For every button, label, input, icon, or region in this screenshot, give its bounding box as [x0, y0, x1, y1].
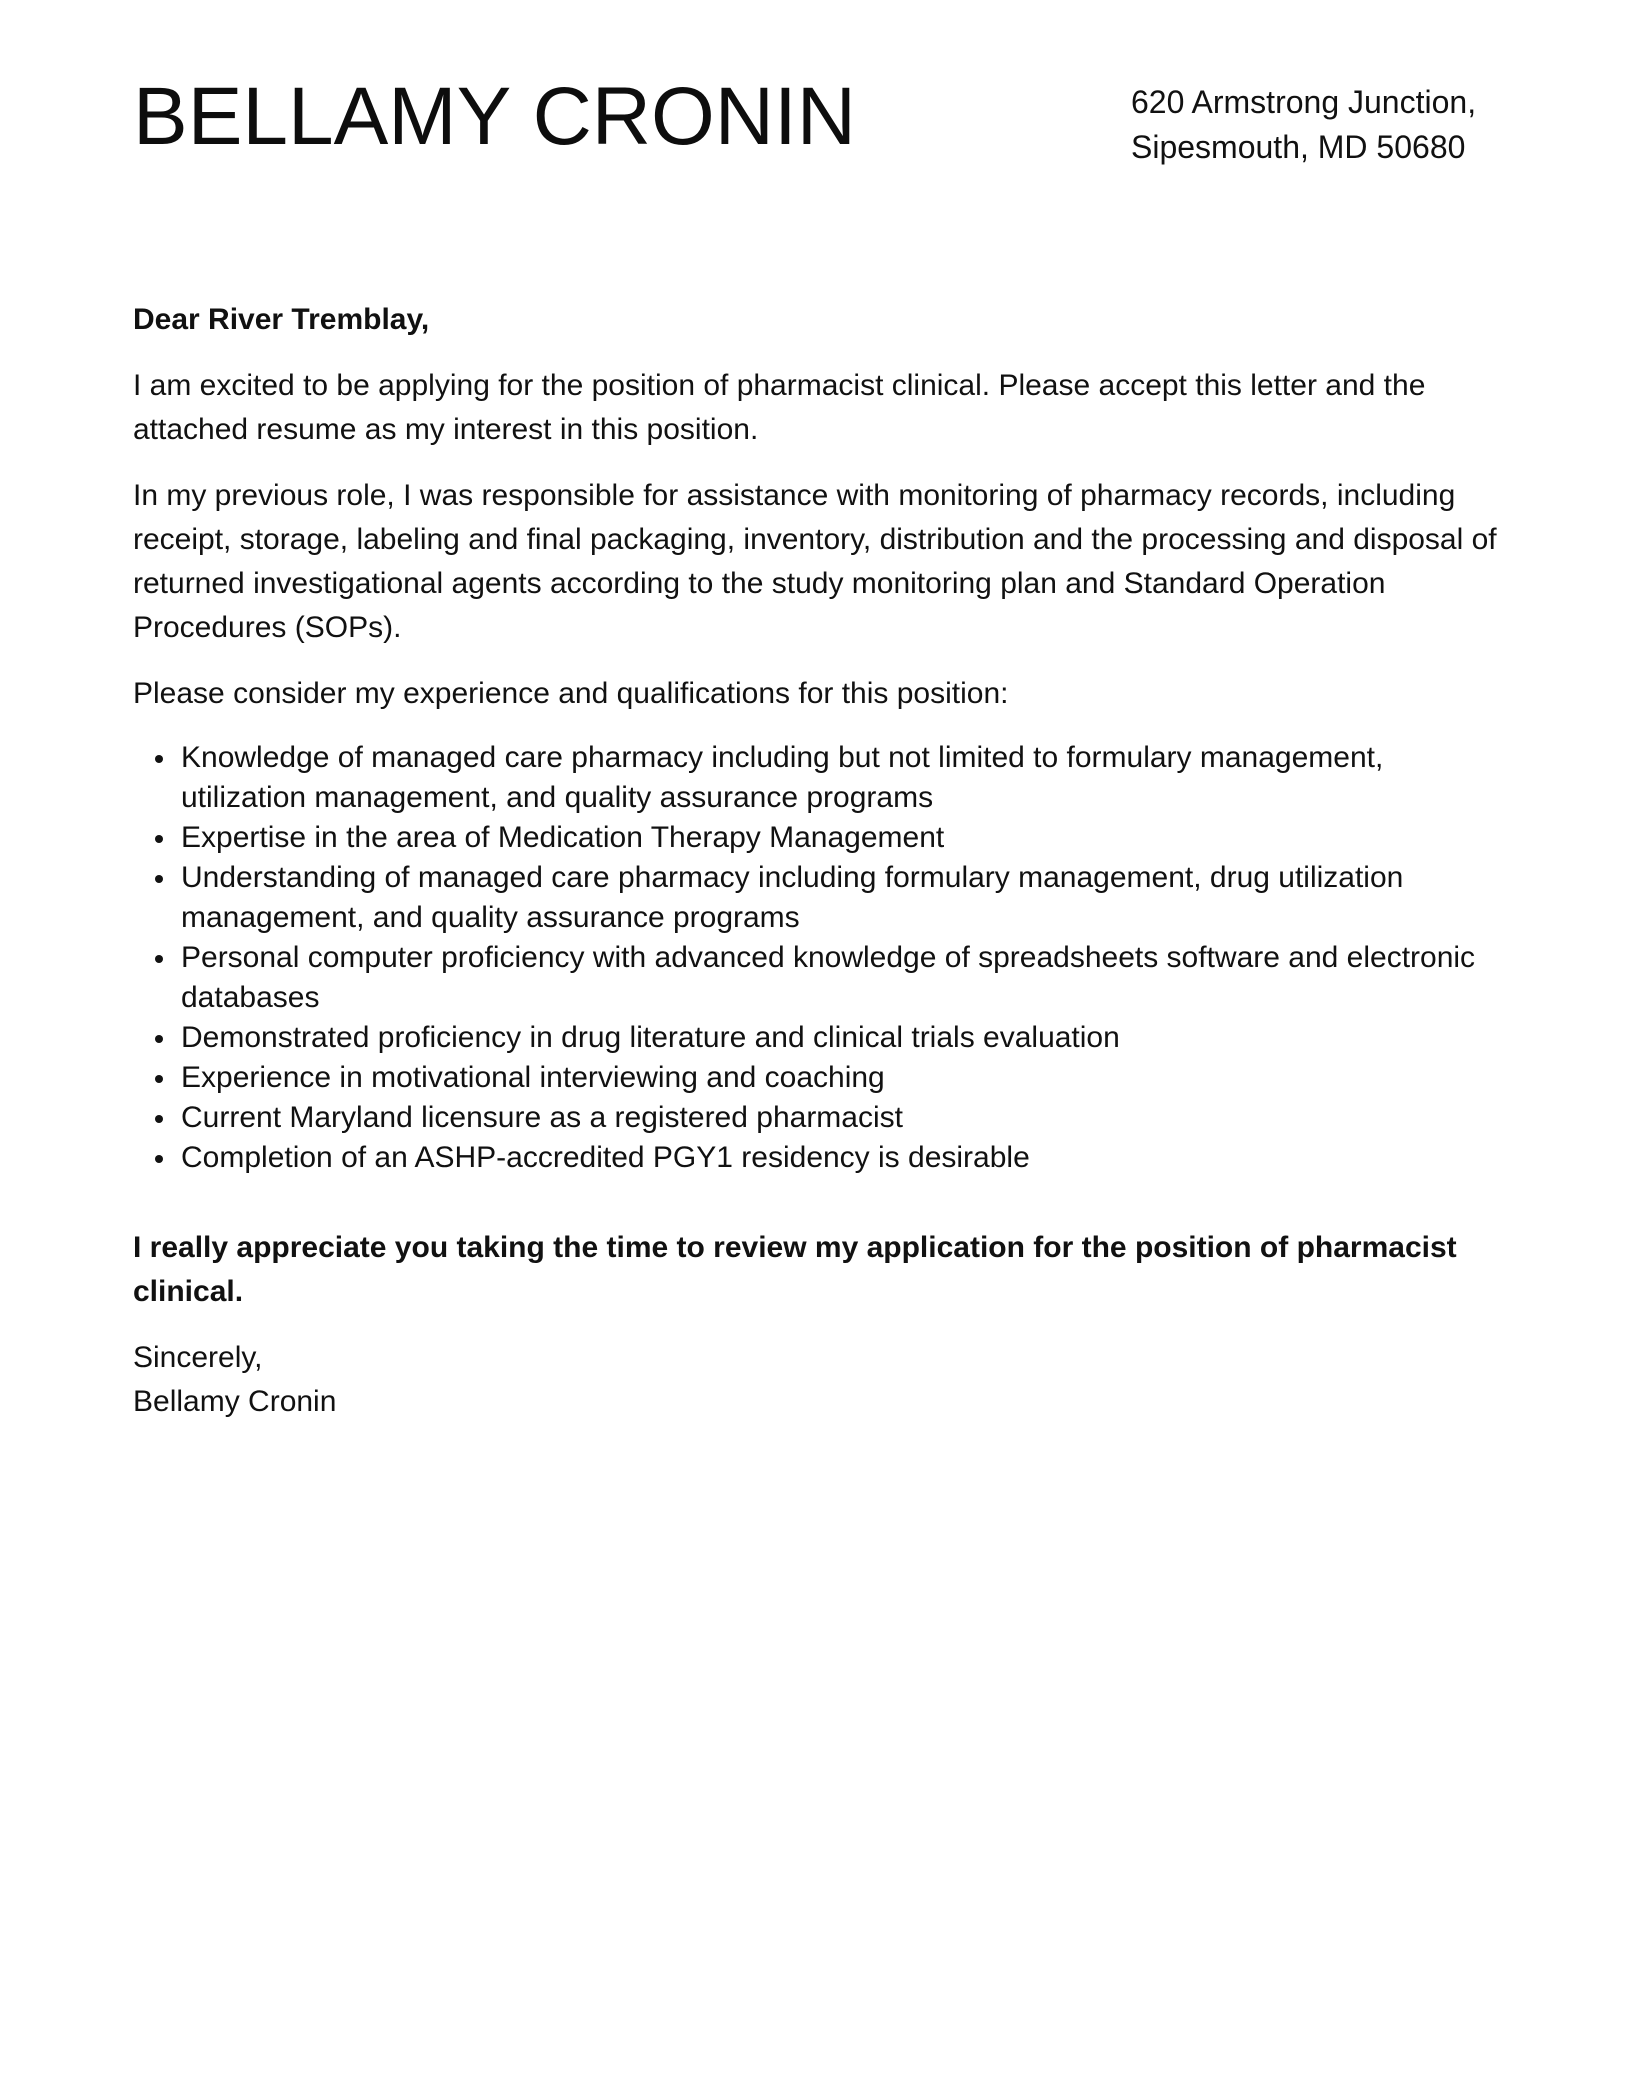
letter-body: [133, 298, 1503, 1424]
signoff-phrase: Sincerely,: [133, 1341, 263, 1374]
list-item: Completion of an ASHP-accredited PGY1 residency is desirable: [133, 1138, 1503, 1178]
address-line-2: Sipesmouth, MD 50680: [1131, 129, 1466, 165]
bullet-icon: [155, 875, 163, 883]
applicant-name: BELLAMY CRONIN: [133, 71, 857, 162]
address-line-1: 620 Armstrong Junction,: [1131, 84, 1477, 120]
paragraph-qualifications-lead: Please consider my experience and qualifications for this position:: [133, 677, 1009, 710]
signoff: [133, 1336, 1503, 1424]
signature-name: Bellamy Cronin: [133, 1385, 337, 1418]
closing-statement: I really appreciate you taking the time to review my application for the position of pharmacist clinical.: [133, 1231, 1457, 1308]
bullet-icon: [155, 755, 163, 763]
bullet-icon: [155, 1115, 163, 1123]
list-item: Expertise in the area of Medication Therapy Management: [133, 818, 1503, 858]
list-item: Understanding of managed care pharmacy including formulary management, drug utilization management, and quality assurance programs: [133, 858, 1503, 938]
qualifications-list: [133, 738, 1503, 1178]
bullet-icon: [155, 835, 163, 843]
salutation: Dear River Tremblay,: [133, 303, 430, 336]
list-item: Demonstrated proficiency in drug literature and clinical trials evaluation: [133, 1018, 1503, 1058]
paragraph-previous-role: In my previous role, I was responsible for assistance with monitoring of pharmacy records, including receipt, storage, labeling and final packaging, inventory, distribution and the processing and disposal of returned investigational agents according to the study monitoring plan and Standard Operation Procedures (SOPs).: [133, 479, 1497, 644]
applicant-address: [1131, 80, 1476, 170]
bullet-icon: [155, 955, 163, 963]
bullet-icon: [155, 1035, 163, 1043]
paragraph-intro: I am excited to be applying for the position of pharmacist clinical. Please accept this letter and the attached resume as my interest in this position.: [133, 369, 1426, 446]
list-item: Experience in motivational interviewing and coaching: [133, 1058, 1503, 1098]
list-item: Current Maryland licensure as a registered pharmacist: [133, 1098, 1503, 1138]
list-item: Knowledge of managed care pharmacy including but not limited to formulary management, utilization management, and quality assurance programs: [133, 738, 1503, 818]
bullet-icon: [155, 1075, 163, 1083]
bullet-icon: [155, 1155, 163, 1163]
list-item: Personal computer proficiency with advanced knowledge of spreadsheets software and electronic databases: [133, 938, 1503, 1018]
